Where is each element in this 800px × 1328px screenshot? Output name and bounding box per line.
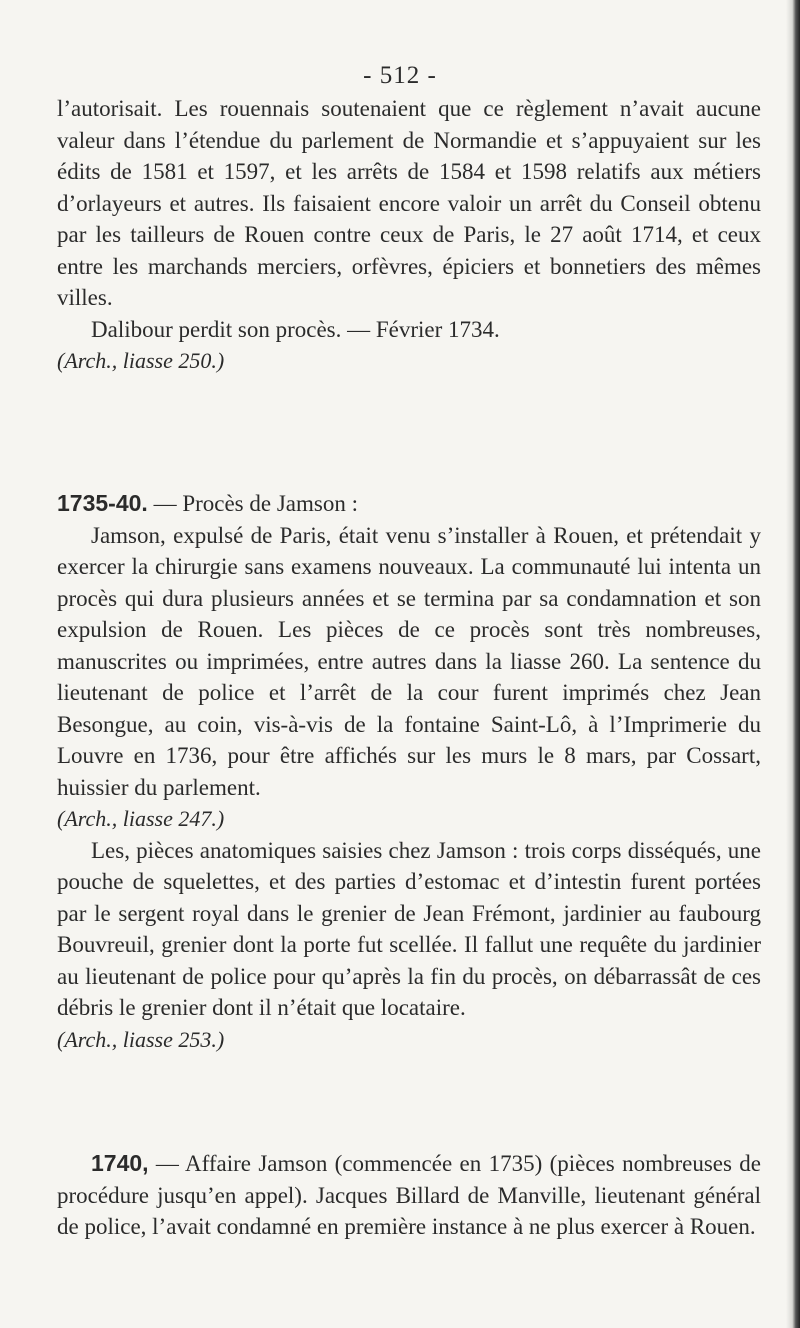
paragraph-jamson: Jamson, expulsé de Paris, était venu s’installer à Rouen, et prétendait y exercer la chirurgie sans examens nouveaux. La communauté lui intenta un procès qui dura plusieurs années et se termina par sa condamnation et son expulsion de Rouen. Les pièces de ce procès sont très nombreuses, manuscrites ou imprimées, entre autres dans la liasse 260. La sentence du lieutenant de police et l’arrêt de la cour furent imprimés chez Jean Besongue, au coin, vis-à-vis de la fontaine Saint-Lô, à l’Imprimerie du Louvre en 1736, pour être affichés sur les murs le 8 mars, par Cossart, huissier du parlement. bbox=[57, 522, 761, 800]
archive-reference: (Arch., liasse 250.) bbox=[57, 348, 225, 373]
paragraph-affaire-jamson bbox=[57, 1148, 761, 1243]
paragraph-dalibour: Dalibour perdit son procès. — Février 1734. bbox=[91, 316, 500, 342]
section-2 bbox=[57, 488, 761, 1055]
page-edge-shadow bbox=[786, 0, 800, 1328]
section-heading bbox=[57, 488, 761, 520]
section-year: 1735-40. bbox=[57, 490, 148, 516]
section-3 bbox=[57, 1148, 761, 1243]
paragraph-continued: l’autorisait. Les rouennais soutenaient que ce règlement n’avait aucune valeur dans l’étendue du parlement de Normandie et s’appuyaient sur les édits de 1581 et 1597, et les arrêts de 1584 et 1598 relatifs aux métiers d’orlayeurs et autres. Ils faisaient encore valoir un arrêt du Conseil obtenu par les tailleurs de Rouen contre ceux de Paris, le 27 août 1714, et ceux entre les marchands merciers, orfèvres, épiciers et bonnetiers des mêmes villes. bbox=[57, 96, 761, 310]
page-number: - 512 - bbox=[363, 62, 437, 89]
paragraph-text: — Affaire Jamson (commencée en 1735) (pièces nombreuses de procédure jusqu’en appel). Jacques Billard de Manville, lieutenant général de police, l’avait condamné en première instance à ne plus exercer à Rouen. bbox=[57, 1151, 761, 1239]
archive-reference: (Arch., liasse 253.) bbox=[57, 1026, 225, 1052]
paragraph-pieces-anatomiques: Les, pièces anatomiques saisies chez Jamson : trois corps disséqués, une pouche de squelettes, et des parties d’estomac et d’intestin furent portées par le sergent royal dans le grenier de Jean Frémont, jardinier au faubourg Bouvreuil, grenier dont la porte fut scellée. Il fallut une requête du jardinier au lieutenant de police pour qu’après la fin du procès, on débarrassât de ces débris le grenier dont il n’était que locataire. bbox=[57, 837, 761, 1020]
section-title: — Procès de Jamson : bbox=[147, 491, 358, 516]
section-year: 1740, bbox=[91, 1150, 149, 1176]
archive-reference: (Arch., liasse 247.) bbox=[57, 806, 225, 831]
section-1 bbox=[57, 93, 761, 377]
